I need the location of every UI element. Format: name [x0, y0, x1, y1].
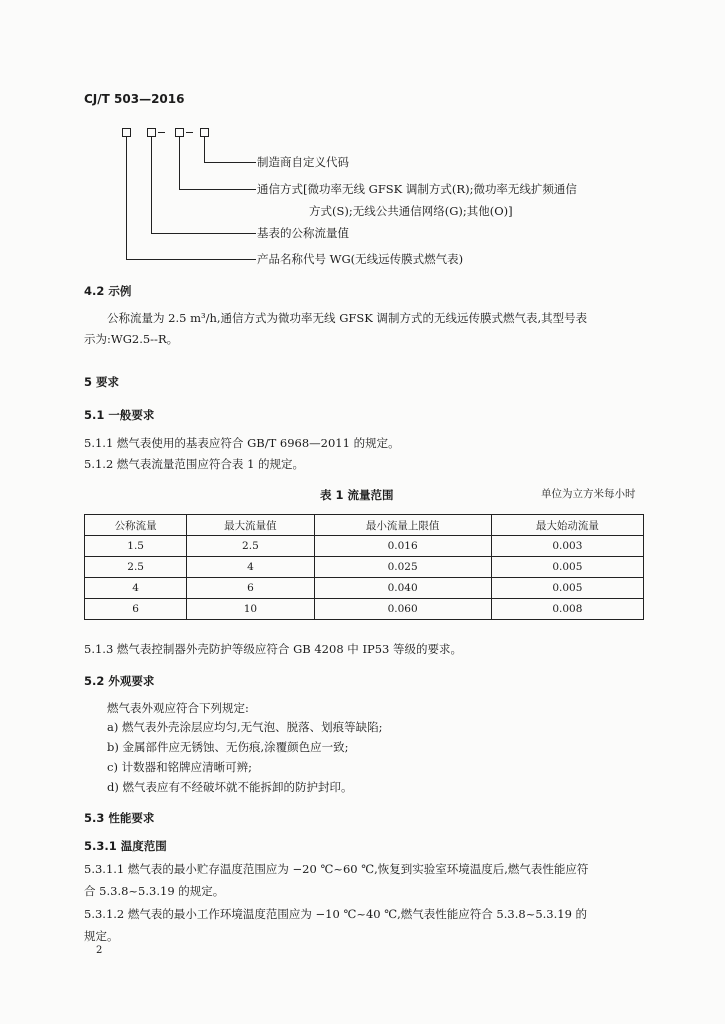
diagram-label-comm-1: 通信方式[微功率无线 GFSK 调制方式(R);微功率无线扩频通信 [257, 182, 577, 196]
section-5-3-title: 5.3 性能要求 [84, 811, 155, 825]
code-dash-2 [186, 132, 193, 133]
table-row [85, 599, 644, 620]
code-dash-1 [158, 132, 165, 133]
clause-5-3-1-2-line1: 5.3.1.2 燃气表的最小工作环境温度范围应为 −10 ℃~40 ℃,燃气表性能应符合 5.3.8~5.3.19 的 [84, 907, 588, 921]
section-4-2-line2: 示为:WG2.5--R。 [84, 332, 179, 346]
table-cell: 0.025 [314, 557, 491, 578]
section-5-title: 5 要求 [84, 375, 120, 389]
code-box-1 [122, 128, 131, 137]
page-number: 2 [96, 945, 103, 956]
flow-range-table [84, 514, 644, 620]
appearance-item-a: a) 燃气表外壳涂层应均匀,无气泡、脱落、划痕等缺陷; [107, 720, 383, 734]
table-cell: 4 [187, 557, 314, 578]
table-header-cell: 最小流量上限值 [314, 515, 491, 536]
diagram-label-manufacturer: 制造商自定义代码 [257, 155, 349, 169]
code-box-4 [200, 128, 209, 137]
table-cell: 0.040 [314, 578, 491, 599]
diagram-label-comm-2: 方式(S);无线公共通信网络(G);其他(O)] [309, 204, 513, 218]
table-cell: 2.5 [187, 536, 314, 557]
section-5-2-title: 5.2 外观要求 [84, 674, 155, 688]
table-cell: 0.016 [314, 536, 491, 557]
table-cell: 0.005 [491, 578, 643, 599]
table-header-cell: 最大流量值 [187, 515, 314, 536]
table-row [85, 536, 644, 557]
table-cell: 4 [85, 578, 187, 599]
table-cell: 0.005 [491, 557, 643, 578]
clause-5-1-2: 5.1.2 燃气表流量范围应符合表 1 的规定。 [84, 457, 305, 471]
table-cell: 0.008 [491, 599, 643, 620]
table-cell: 0.003 [491, 536, 643, 557]
appearance-item-d: d) 燃气表应有不经破坏就不能拆卸的防护封印。 [107, 780, 353, 794]
table-row [85, 578, 644, 599]
appearance-intro: 燃气表外观应符合下列规定: [107, 701, 249, 715]
table-cell: 2.5 [85, 557, 187, 578]
table-header-cell: 公称流量 [85, 515, 187, 536]
section-4-2-line1: 公称流量为 2.5 m³/h,通信方式为微功率无线 GFSK 调制方式的无线远传膜式燃气表,其型号表 [107, 311, 588, 325]
leader-line-4h [204, 162, 256, 163]
clause-5-3-1-2-line2: 规定。 [84, 929, 119, 943]
leader-line-3h [179, 189, 256, 190]
leader-line-1h [126, 259, 256, 260]
leader-line-1v [126, 137, 127, 259]
clause-5-3-1-1-line1: 5.3.1.1 燃气表的最小贮存温度范围应为 −20 ℃~60 ℃,恢复到实验室环境温度后,燃气表性能应符 [84, 862, 589, 876]
leader-line-2v [151, 137, 152, 233]
appearance-item-c: c) 计数器和铭牌应清晰可辨; [107, 760, 252, 774]
table-cell: 6 [85, 599, 187, 620]
table-cell: 0.060 [314, 599, 491, 620]
table-cell: 10 [187, 599, 314, 620]
clause-5-3-1-1-line2: 合 5.3.8~5.3.19 的规定。 [84, 884, 225, 898]
leader-line-4v [204, 137, 205, 162]
table-row [85, 557, 644, 578]
appearance-item-b: b) 金属部件应无锈蚀、无伤痕,涂覆颜色应一致; [107, 740, 349, 754]
table-caption: 表 1 流量范围 [320, 488, 394, 502]
table-header-row [85, 515, 644, 536]
code-box-3 [175, 128, 184, 137]
standard-code-header: CJ/T 503—2016 [84, 92, 185, 106]
table-unit: 单位为立方米每小时 [541, 488, 636, 500]
section-4-2-title: 4.2 示例 [84, 284, 132, 298]
leader-line-3v [179, 137, 180, 189]
section-5-3-1-title: 5.3.1 温度范围 [84, 839, 167, 853]
diagram-label-product: 产品名称代号 WG(无线远传膜式燃气表) [257, 252, 464, 266]
table-header-cell: 最大始动流量 [491, 515, 643, 536]
clause-5-1-3: 5.1.3 燃气表控制器外壳防护等级应符合 GB 4208 中 IP53 等级的要求。 [84, 642, 463, 656]
diagram-label-flow: 基表的公称流量值 [257, 226, 349, 240]
table-cell: 1.5 [85, 536, 187, 557]
clause-5-1-1: 5.1.1 燃气表使用的基表应符合 GB/T 6968—2011 的规定。 [84, 436, 400, 450]
table-cell: 6 [187, 578, 314, 599]
leader-line-2h [151, 233, 256, 234]
code-box-2 [147, 128, 156, 137]
section-5-1-title: 5.1 一般要求 [84, 408, 155, 422]
